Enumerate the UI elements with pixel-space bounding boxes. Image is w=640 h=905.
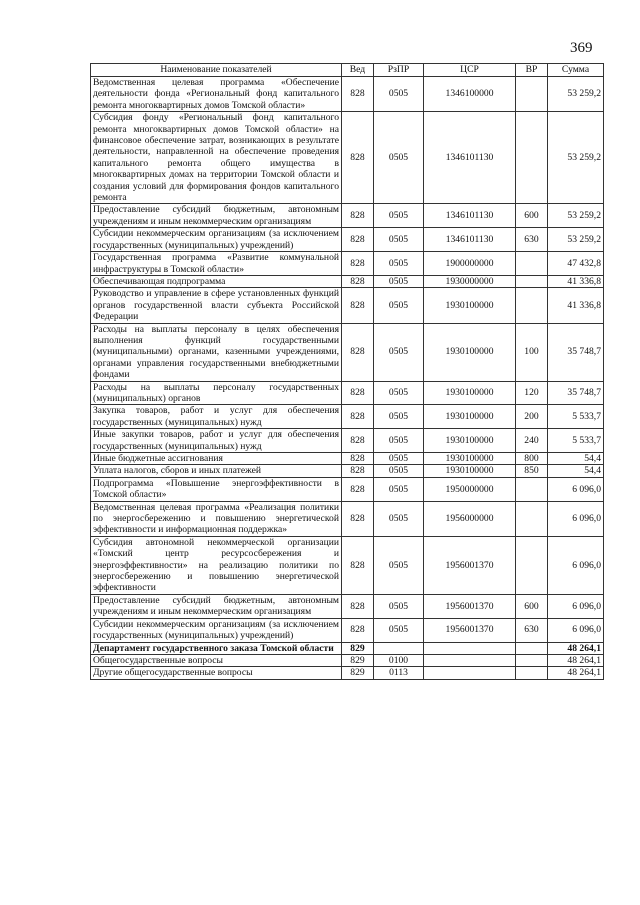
cell-sum: 54,4 [548,453,604,465]
cell-ved: 828 [342,204,374,228]
cell-vr: 600 [516,204,548,228]
cell-rzpr: 0505 [374,536,424,594]
cell-rzpr: 0505 [374,323,424,381]
cell-vr [516,112,548,204]
cell-name: Предоставление субсидий бюджетным, автономным учреждениям и иным некоммерческим организациям [91,204,342,228]
cell-rzpr: 0505 [374,477,424,501]
header-ved: Вед [342,64,374,77]
cell-csr: 1930100000 [424,405,516,429]
cell-rzpr: 0505 [374,288,424,323]
cell-csr [424,667,516,679]
cell-vr: 200 [516,405,548,429]
cell-ved: 828 [342,288,374,323]
table-row [91,77,604,112]
cell-vr: 850 [516,465,548,477]
cell-ved: 828 [342,228,374,252]
cell-ved: 828 [342,429,374,453]
cell-csr: 1930100000 [424,429,516,453]
cell-name: Обеспечивающая подпрограмма [91,275,342,287]
table-row [91,323,604,381]
cell-vr: 120 [516,381,548,405]
cell-rzpr: 0505 [374,618,424,642]
cell-name: Предоставление субсидий бюджетным, автономным учреждениям и иным некоммерческим организациям [91,594,342,618]
page-number: 369 [570,40,593,56]
table-row [91,501,604,536]
cell-name: Ведомственная целевая программа «Реализация политики по энергосбережению и повышению энергетической эффективности и информационная поддержка» [91,501,342,536]
cell-sum: 48 264,1 [548,667,604,679]
cell-csr: 1346101130 [424,204,516,228]
cell-vr [516,252,548,276]
cell-csr [424,642,516,654]
table-row [91,642,604,654]
table-row [91,381,604,405]
table-row [91,453,604,465]
table-header-row [91,64,604,77]
table-row [91,667,604,679]
cell-sum: 6 096,0 [548,501,604,536]
table-row [91,204,604,228]
cell-csr: 1950000000 [424,477,516,501]
cell-name: Общегосударственные вопросы [91,654,342,666]
cell-csr [424,654,516,666]
cell-name: Субсидия фонду «Региональный фонд капитального ремонта многоквартирных домов Томской области» на финансовое обеспечение затрат, возникающих в результате деятельности, направленной на обеспечение проведения капитального ремонта общего имущества в многоквартирных домах на территории Томской области и создания условий для формирования фондов капитального ремонта [91,112,342,204]
cell-vr: 240 [516,429,548,453]
table-row [91,228,604,252]
cell-sum: 53 259,2 [548,112,604,204]
table-row [91,594,604,618]
cell-csr: 1346101130 [424,228,516,252]
cell-sum: 53 259,2 [548,228,604,252]
cell-csr: 1346100000 [424,77,516,112]
cell-vr: 630 [516,228,548,252]
header-name: Наименование показателей [91,64,342,77]
cell-vr [516,288,548,323]
cell-rzpr: 0505 [374,112,424,204]
table-row [91,429,604,453]
cell-rzpr: 0505 [374,453,424,465]
header-vr: ВР [516,64,548,77]
cell-ved: 828 [342,618,374,642]
cell-csr: 1930100000 [424,465,516,477]
cell-sum: 5 533,7 [548,405,604,429]
cell-ved: 829 [342,642,374,654]
cell-name: Иные бюджетные ассигнования [91,453,342,465]
cell-rzpr: 0505 [374,228,424,252]
cell-vr [516,654,548,666]
cell-vr [516,501,548,536]
cell-name: Иные закупки товаров, работ и услуг для обеспечения государственных (муниципальных) нужд [91,429,342,453]
header-rzpr: РзПР [374,64,424,77]
cell-name: Уплата налогов, сборов и иных платежей [91,465,342,477]
cell-name: Руководство и управление в сфере установленных функций органов государственной власти субъекта Российской Федерации [91,288,342,323]
cell-sum: 53 259,2 [548,77,604,112]
cell-rzpr [374,642,424,654]
cell-vr [516,77,548,112]
cell-csr: 1956001370 [424,618,516,642]
cell-ved: 828 [342,536,374,594]
cell-sum: 48 264,1 [548,654,604,666]
cell-sum: 6 096,0 [548,477,604,501]
cell-ved: 828 [342,453,374,465]
cell-name: Другие общегосударственные вопросы [91,667,342,679]
cell-ved: 828 [342,112,374,204]
cell-vr [516,642,548,654]
header-sum: Сумма [548,64,604,77]
cell-ved: 828 [342,252,374,276]
cell-ved: 828 [342,405,374,429]
cell-sum: 5 533,7 [548,429,604,453]
cell-rzpr: 0505 [374,381,424,405]
header-csr: ЦСР [424,64,516,77]
cell-ved: 828 [342,594,374,618]
cell-ved: 828 [342,465,374,477]
cell-ved: 829 [342,654,374,666]
table-row [91,477,604,501]
cell-rzpr: 0113 [374,667,424,679]
cell-ved: 828 [342,275,374,287]
cell-ved: 828 [342,323,374,381]
cell-csr: 1930100000 [424,381,516,405]
cell-ved: 828 [342,77,374,112]
cell-rzpr: 0505 [374,594,424,618]
cell-csr: 1956001370 [424,536,516,594]
cell-sum: 41 336,8 [548,275,604,287]
cell-name: Субсидия автономной некоммерческой организации «Томский центр ресурсосбережения и энергоэффективности» на реализацию политики по энергосбережению и повышению энергетической эффективности [91,536,342,594]
cell-vr [516,667,548,679]
table-row [91,288,604,323]
cell-vr: 600 [516,594,548,618]
cell-vr [516,536,548,594]
cell-name: Субсидии некоммерческим организациям (за исключением государственных (муниципальных) учреждений) [91,228,342,252]
cell-csr: 1346101130 [424,112,516,204]
cell-vr [516,275,548,287]
cell-rzpr: 0505 [374,252,424,276]
table-row [91,112,604,204]
cell-sum: 41 336,8 [548,288,604,323]
table-row [91,465,604,477]
cell-name: Закупка товаров, работ и услуг для обеспечения государственных (муниципальных) нужд [91,405,342,429]
cell-csr: 1930000000 [424,275,516,287]
cell-vr: 630 [516,618,548,642]
cell-sum: 53 259,2 [548,204,604,228]
cell-sum: 48 264,1 [548,642,604,654]
cell-rzpr: 0505 [374,405,424,429]
cell-name: Государственная программа «Развитие коммунальной инфраструктуры в Томской области» [91,252,342,276]
cell-csr: 1930100000 [424,288,516,323]
cell-name: Расходы на выплаты персоналу в целях обеспечения выполнения функций государственными (муниципальными) органами, казенными учреждениями, органами управления государственными внебюджетными фондами [91,323,342,381]
table-row [91,275,604,287]
table-row [91,252,604,276]
cell-sum: 35 748,7 [548,381,604,405]
cell-rzpr: 0505 [374,465,424,477]
cell-csr: 1930100000 [424,323,516,381]
cell-sum: 47 432,8 [548,252,604,276]
cell-rzpr: 0505 [374,204,424,228]
table-row [91,536,604,594]
cell-name: Расходы на выплаты персоналу государственных (муниципальных) органов [91,381,342,405]
cell-sum: 6 096,0 [548,536,604,594]
cell-sum: 54,4 [548,465,604,477]
cell-ved: 828 [342,501,374,536]
cell-sum: 35 748,7 [548,323,604,381]
cell-rzpr: 0505 [374,429,424,453]
cell-rzpr: 0505 [374,77,424,112]
cell-vr [516,477,548,501]
cell-rzpr: 0100 [374,654,424,666]
cell-ved: 829 [342,667,374,679]
cell-name: Ведомственная целевая программа «Обеспечение деятельности фонда «Региональный фонд капитального ремонта многоквартирных домов Томской области» [91,77,342,112]
table-row [91,618,604,642]
cell-name: Департамент государственного заказа Томской области [91,642,342,654]
table-row [91,405,604,429]
cell-csr: 1956001370 [424,594,516,618]
budget-table [90,63,604,680]
table-row [91,654,604,666]
cell-csr: 1956000000 [424,501,516,536]
cell-name: Подпрограмма «Повышение энергоэффективности в Томской области» [91,477,342,501]
cell-rzpr: 0505 [374,501,424,536]
cell-csr: 1930100000 [424,453,516,465]
cell-ved: 828 [342,381,374,405]
cell-sum: 6 096,0 [548,618,604,642]
cell-csr: 1900000000 [424,252,516,276]
cell-vr: 100 [516,323,548,381]
cell-name: Субсидии некоммерческим организациям (за исключением государственных (муниципальных) учреждений) [91,618,342,642]
cell-rzpr: 0505 [374,275,424,287]
cell-vr: 800 [516,453,548,465]
cell-ved: 828 [342,477,374,501]
cell-sum: 6 096,0 [548,594,604,618]
